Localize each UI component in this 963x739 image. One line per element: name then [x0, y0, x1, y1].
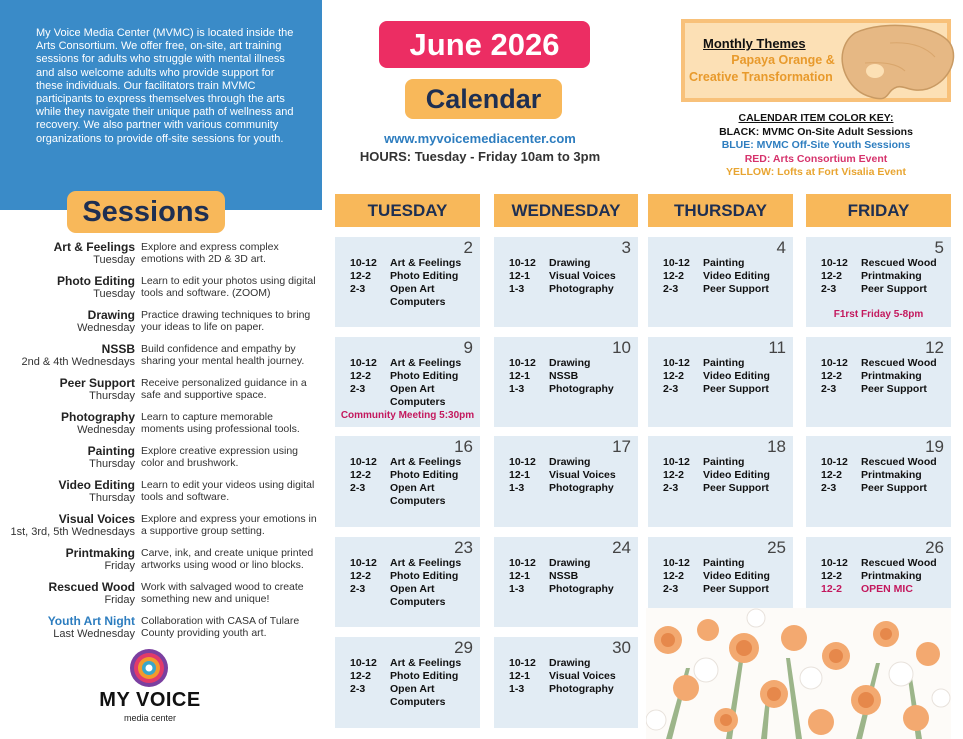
- theme-line-1: Papaya Orange &: [731, 53, 835, 67]
- monthly-themes-box: [681, 19, 951, 102]
- event-time: 12-2: [350, 270, 372, 282]
- session-row: [0, 615, 330, 649]
- calendar-day-cell[interactable]: [335, 237, 480, 327]
- event-name: Photography: [549, 283, 614, 295]
- session-day: Last Wednesday: [53, 628, 135, 640]
- sessions-title: Sessions: [67, 191, 225, 233]
- event-name: Computers: [390, 696, 446, 708]
- event-time: 2-3: [350, 283, 366, 295]
- session-day: Tuesday: [93, 288, 135, 300]
- key-yellow: YELLOW: Lofts at Fort Visalia Event: [726, 166, 906, 178]
- event-name: NSSB: [549, 570, 579, 582]
- event-time: 12-1: [509, 670, 531, 682]
- event-time: 1-3: [509, 482, 525, 494]
- calendar-day-cell[interactable]: [648, 436, 793, 527]
- calendar-day-cell[interactable]: [806, 237, 951, 327]
- event-name: Photo Editing: [390, 469, 459, 481]
- event-name: Open Art: [390, 583, 435, 595]
- session-description: Practice drawing techniques to bring your ideas to life on paper.: [141, 309, 311, 333]
- event-name: Computers: [390, 495, 446, 507]
- event-name: Video Editing: [703, 570, 770, 582]
- event-time: 12-1: [509, 370, 531, 382]
- event-name: Photography: [549, 383, 614, 395]
- event-time: 10-12: [663, 257, 690, 269]
- session-row: [0, 377, 330, 411]
- event-name: Computers: [390, 596, 446, 608]
- event-time: 10-12: [350, 557, 377, 569]
- event-time: 1-3: [509, 283, 525, 295]
- date-number: 4: [776, 238, 786, 257]
- event-time: 1-3: [509, 383, 525, 395]
- session-description: Learn to edit your photos using digital tools and software. (ZOOM): [141, 275, 316, 299]
- event-name: Open Art: [390, 383, 435, 395]
- calendar-day-cell[interactable]: [648, 337, 793, 427]
- event-time: 10-12: [821, 257, 848, 269]
- session-day: 2nd & 4th Wednesdays: [21, 356, 135, 368]
- event-name: Photo Editing: [390, 270, 459, 282]
- calendar-day-cell[interactable]: [648, 237, 793, 327]
- date-number: 30: [612, 638, 631, 657]
- calendar-day-cell[interactable]: [806, 337, 951, 427]
- event-time: 10-12: [509, 456, 536, 468]
- calendar-day-cell[interactable]: [335, 637, 480, 728]
- event-name: Rescued Wood: [861, 557, 937, 569]
- event-name: Visual Voices: [549, 469, 616, 481]
- event-note: Community Meeting 5:30pm: [340, 410, 475, 421]
- logo-rings-icon: [129, 648, 169, 688]
- session-description: Explore creative expression using color and brushwork.: [141, 445, 298, 469]
- session-row: [0, 411, 330, 445]
- session-name: Visual Voices: [58, 512, 135, 526]
- event-name: Photography: [549, 583, 614, 595]
- event-name: Drawing: [549, 456, 591, 468]
- calendar-title: Calendar: [405, 79, 562, 119]
- event-time: 2-3: [663, 383, 679, 395]
- event-name: Open Art: [390, 683, 435, 695]
- session-row: [0, 241, 330, 275]
- session-description: Collaboration with CASA of Tulare County providing youth art.: [141, 615, 300, 639]
- event-time: 12-2: [663, 469, 685, 481]
- date-number: 12: [925, 338, 944, 357]
- session-day: Friday: [104, 560, 135, 572]
- event-name: Video Editing: [703, 370, 770, 382]
- calendar-day-cell[interactable]: [494, 337, 638, 427]
- event-name: Computers: [390, 296, 446, 308]
- calendar-day-cell[interactable]: [806, 436, 951, 527]
- calendar-day-cell[interactable]: [335, 337, 480, 427]
- event-time: 12-2: [821, 583, 843, 595]
- date-number: 9: [463, 338, 473, 357]
- event-time: 12-1: [509, 570, 531, 582]
- event-time: 10-12: [821, 557, 848, 569]
- event-name: Computers: [390, 396, 446, 408]
- session-name: Painting: [87, 444, 135, 458]
- event-time: 12-2: [663, 570, 685, 582]
- event-name: Printmaking: [861, 570, 922, 582]
- event-time: 12-2: [350, 469, 372, 481]
- calendar-day-cell[interactable]: [494, 237, 638, 327]
- date-number: 17: [612, 437, 631, 456]
- session-row: [0, 581, 330, 615]
- event-time: 12-2: [663, 370, 685, 382]
- session-name: Youth Art Night: [47, 614, 135, 628]
- event-name: Open Art: [390, 283, 435, 295]
- key-red: RED: Arts Consortium Event: [744, 152, 888, 165]
- calendar-day-cell[interactable]: [494, 537, 638, 627]
- date-number: 19: [925, 437, 944, 456]
- event-name: Drawing: [549, 257, 591, 269]
- event-name: Visual Voices: [549, 670, 616, 682]
- event-time: 10-12: [350, 456, 377, 468]
- session-description: Carve, ink, and create unique printed artworks using wood or lino blocks.: [141, 547, 314, 571]
- event-time: 1-3: [509, 683, 525, 695]
- date-number: 25: [767, 538, 786, 557]
- month-title: June 2026: [379, 21, 590, 68]
- event-time: 2-3: [350, 583, 366, 595]
- event-time: 12-2: [350, 370, 372, 382]
- session-name: Photo Editing: [57, 274, 135, 288]
- session-day: Thursday: [89, 390, 135, 402]
- event-name: Drawing: [549, 357, 591, 369]
- session-day: Thursday: [89, 492, 135, 504]
- date-number: 23: [454, 538, 473, 557]
- intro-panel: [0, 0, 322, 210]
- color-key-title: CALENDAR ITEM COLOR KEY:: [738, 112, 894, 124]
- date-number: 26: [925, 538, 944, 557]
- event-name: Peer Support: [861, 283, 927, 295]
- event-time: 10-12: [663, 357, 690, 369]
- event-name: Drawing: [549, 557, 591, 569]
- event-name: Video Editing: [703, 469, 770, 481]
- event-time: 12-1: [509, 270, 531, 282]
- session-row: [0, 445, 330, 479]
- session-description: Work with salvaged wood to create something new and unique!: [141, 581, 304, 605]
- session-row: [0, 547, 330, 581]
- event-name: Art & Feelings: [390, 257, 462, 269]
- event-time: 2-3: [350, 683, 366, 695]
- logo-name: MY VOICE: [99, 689, 201, 711]
- session-day: Wednesday: [77, 322, 135, 334]
- event-time: 12-2: [821, 469, 843, 481]
- day-header-thursday: THURSDAY: [648, 194, 793, 227]
- day-header-wednesday: WEDNESDAY: [494, 194, 638, 227]
- session-day: Wednesday: [77, 424, 135, 436]
- date-number: 24: [612, 538, 631, 557]
- event-name: Photography: [549, 482, 614, 494]
- my-voice-logo: [96, 648, 204, 728]
- event-name: Art & Feelings: [390, 657, 462, 669]
- event-name: Peer Support: [703, 283, 769, 295]
- event-time: 10-12: [509, 257, 536, 269]
- event-time: 2-3: [821, 283, 837, 295]
- session-row: [0, 343, 330, 377]
- event-time: 10-12: [509, 657, 536, 669]
- calendar-day-cell[interactable]: [494, 637, 638, 728]
- event-time: 1-3: [509, 583, 525, 595]
- calendar-day-cell[interactable]: [335, 537, 480, 627]
- session-row: [0, 309, 330, 343]
- event-name: Painting: [703, 557, 745, 569]
- event-name: Peer Support: [703, 583, 769, 595]
- date-number: 2: [463, 238, 473, 257]
- theme-line-2: Creative Transformation: [689, 70, 833, 84]
- event-name: Photography: [549, 683, 614, 695]
- event-name: Painting: [703, 456, 745, 468]
- calendar-day-cell[interactable]: [335, 436, 480, 527]
- event-name: Painting: [703, 357, 745, 369]
- event-note: F1rst Friday 5-8pm: [833, 309, 924, 320]
- event-time: 2-3: [350, 383, 366, 395]
- session-name: Rescued Wood: [48, 580, 135, 594]
- event-name: Peer Support: [861, 383, 927, 395]
- day-header-tuesday: TUESDAY: [335, 194, 480, 227]
- session-day: Thursday: [89, 458, 135, 470]
- color-key: [680, 112, 952, 180]
- session-description: Explore and express complex emotions with 2D & 3D art.: [141, 241, 279, 265]
- date-number: 11: [768, 338, 786, 357]
- event-time: 10-12: [821, 456, 848, 468]
- date-number: 5: [934, 238, 944, 257]
- session-name: Printmaking: [65, 546, 135, 560]
- session-description: Explore and express your emotions in a supportive group setting.: [141, 513, 317, 537]
- event-time: 2-3: [663, 583, 679, 595]
- session-description: Learn to capture memorable moments using professional tools.: [141, 411, 300, 435]
- event-name: Peer Support: [861, 482, 927, 494]
- event-name: Printmaking: [861, 270, 922, 282]
- date-number: 16: [454, 437, 473, 456]
- session-name: NSSB: [101, 342, 135, 356]
- session-day: Friday: [104, 594, 135, 606]
- session-description: Build confidence and empathy by sharing your mental health journey.: [141, 343, 305, 367]
- event-name: Painting: [703, 257, 745, 269]
- event-time: 12-1: [509, 469, 531, 481]
- event-time: 12-2: [821, 270, 843, 282]
- date-number: 18: [767, 437, 786, 456]
- session-row: [0, 479, 330, 513]
- event-time: 12-2: [350, 570, 372, 582]
- session-name: Peer Support: [59, 376, 135, 390]
- event-time: 10-12: [821, 357, 848, 369]
- event-name: Photo Editing: [390, 570, 459, 582]
- event-time: 12-2: [821, 570, 843, 582]
- event-name: Drawing: [549, 657, 591, 669]
- event-name: Art & Feelings: [390, 557, 462, 569]
- event-name: Printmaking: [861, 469, 922, 481]
- event-name: Rescued Wood: [861, 357, 937, 369]
- event-name: Visual Voices: [549, 270, 616, 282]
- event-time: 2-3: [350, 482, 366, 494]
- event-name: OPEN MIC: [861, 583, 913, 595]
- event-time: 10-12: [663, 557, 690, 569]
- event-time: 12-2: [350, 670, 372, 682]
- event-name: Rescued Wood: [861, 257, 937, 269]
- date-number: 29: [454, 638, 473, 657]
- event-time: 12-2: [663, 270, 685, 282]
- date-number: 10: [612, 338, 631, 357]
- key-blue: BLUE: MVMC Off-Site Youth Sessions: [721, 139, 911, 151]
- session-description: Learn to edit your videos using digital tools and software.: [141, 479, 315, 503]
- event-time: 10-12: [663, 456, 690, 468]
- event-name: NSSB: [549, 370, 579, 382]
- event-name: Art & Feelings: [390, 357, 462, 369]
- hours-text: HOURS: Tuesday - Friday 10am to 3pm: [359, 149, 601, 164]
- session-row: [0, 275, 330, 309]
- session-description: Receive personalized guidance in a safe and supportive space.: [141, 377, 307, 401]
- event-time: 10-12: [350, 657, 377, 669]
- event-time: 2-3: [821, 383, 837, 395]
- event-time: 2-3: [663, 482, 679, 494]
- event-time: 12-2: [821, 370, 843, 382]
- themes-title: Monthly Themes: [703, 36, 806, 51]
- event-time: 2-3: [663, 283, 679, 295]
- event-time: 2-3: [821, 482, 837, 494]
- event-name: Open Art: [390, 482, 435, 494]
- intro-text: My Voice Media Center (MVMC) is located inside the Arts Consortium. We offer free, on-site, art training sessions for adults who struggle with mental illness and also welcome adults who provide support for these individuals. Our facilitators train MVMC participants to express themselves through the arts while they navigate their unique path of wellness and recovery. We also partner with various community organizations to provide off-site sessions for youth.: [36, 27, 294, 145]
- session-name: Video Editing: [58, 478, 135, 492]
- session-row: [0, 513, 330, 547]
- key-black: BLACK: MVMC On-Site Adult Sessions: [719, 125, 913, 138]
- session-name: Photography: [61, 410, 135, 424]
- session-day: 1st, 3rd, 5th Wednesdays: [10, 526, 135, 538]
- event-time: 10-12: [350, 257, 377, 269]
- event-name: Rescued Wood: [861, 456, 937, 468]
- carnation-flowers-image: [646, 608, 951, 739]
- date-number: 3: [621, 238, 631, 257]
- event-name: Printmaking: [861, 370, 922, 382]
- day-header-friday: FRIDAY: [806, 194, 951, 227]
- session-name: Drawing: [87, 308, 135, 322]
- calendar-day-cell[interactable]: [494, 436, 638, 527]
- event-name: Photo Editing: [390, 670, 459, 682]
- session-name: Art & Feelings: [53, 240, 135, 254]
- event-name: Peer Support: [703, 383, 769, 395]
- event-name: Photo Editing: [390, 370, 459, 382]
- logo-subtitle: media center: [123, 713, 177, 723]
- event-name: Peer Support: [703, 482, 769, 494]
- website-link[interactable]: www.myvoicemediacenter.com: [384, 131, 576, 146]
- event-time: 10-12: [509, 557, 536, 569]
- session-day: Tuesday: [93, 254, 135, 266]
- event-time: 10-12: [509, 357, 536, 369]
- event-time: 10-12: [350, 357, 377, 369]
- event-name: Art & Feelings: [390, 456, 462, 468]
- event-name: Video Editing: [703, 270, 770, 282]
